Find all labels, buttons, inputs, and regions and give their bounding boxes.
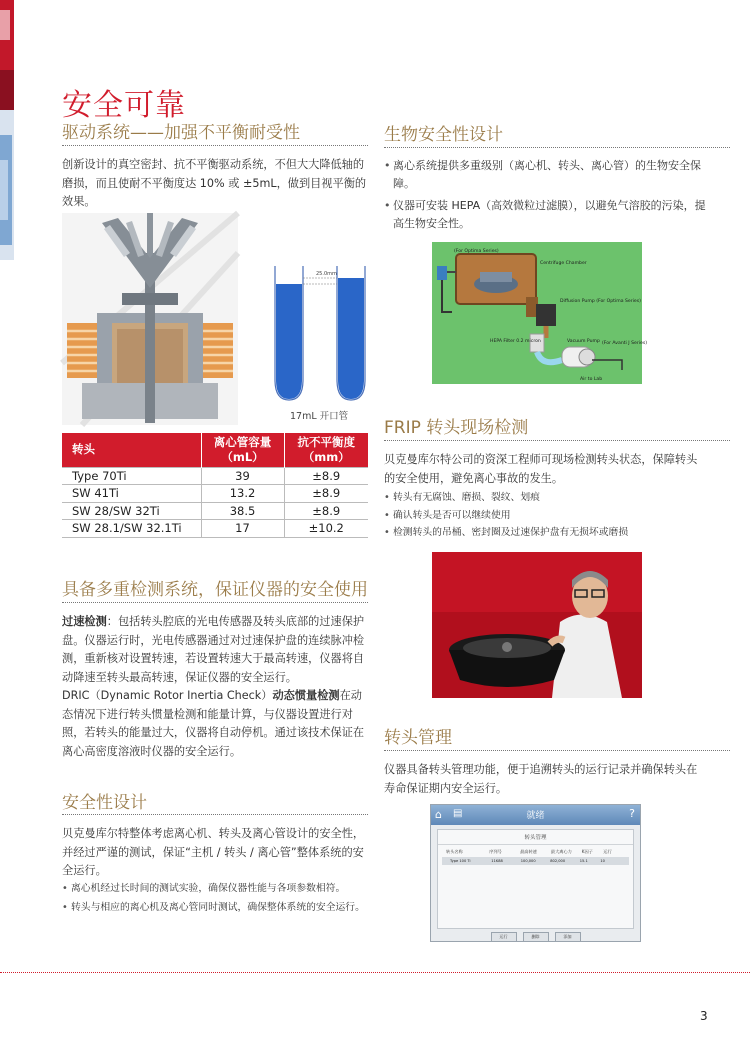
rotor-mgmt-screen	[430, 804, 641, 942]
rotor-mgmt-heading: 转头管理	[384, 728, 452, 748]
engineer-inspection-photo	[432, 552, 642, 698]
dric-lead: DRIC（Dynamic Rotor Inertia Check）	[62, 689, 273, 702]
bio-safety-divider	[384, 147, 730, 148]
run-button[interactable]: 运行	[491, 932, 517, 942]
screen-status-title: 就绪	[526, 811, 545, 821]
diagram-label-vacuum: Vacuum Pump	[567, 339, 600, 344]
bio-safety-heading: 生物安全性设计	[384, 125, 503, 145]
page-number: 3	[700, 1009, 708, 1023]
menu-icon: ▤	[453, 808, 463, 819]
centrifuge-tubes-diagram	[268, 262, 364, 404]
add-button[interactable]: 添加	[555, 932, 581, 942]
screen-cell: 15.1	[579, 859, 588, 863]
imbalance-cell: ±8.9	[284, 467, 368, 485]
screen-col-header: 运行	[603, 849, 612, 854]
tube-capacity-cell: 38.5	[201, 502, 284, 520]
left-decorative-strip	[0, 0, 14, 260]
tube-capacity-cell: 17	[201, 520, 284, 538]
table-row[interactable]	[442, 857, 629, 865]
screen-cell: 100,000	[520, 859, 536, 863]
rotor-mgmt-text: 仪器具备转头管理功能，便于追溯转头的运行记录并确保转头在寿命保证期内安全运行。	[384, 763, 698, 795]
safety-design-divider	[62, 814, 368, 815]
drive-divider	[62, 145, 368, 146]
tube-capacity-cell: 39	[201, 467, 284, 485]
frip-divider	[384, 440, 730, 441]
rotor-name-cell: Type 70Ti	[62, 467, 201, 485]
screen-cell: 10	[600, 859, 605, 863]
screen-table-header	[438, 845, 633, 857]
screen-panel-title: 转头管理	[438, 830, 633, 845]
table-row	[62, 485, 368, 503]
screen-col-header: 最高转速	[520, 849, 537, 854]
screen-col-header: 转头名称	[446, 849, 463, 854]
frip-bullets	[384, 489, 714, 542]
detection-heading: 具备多重检测系统，保证仪器的安全使用	[62, 580, 368, 600]
list-item: • 仪器可安装 HEPA（高效微粒过滤膜），以避免气溶胶的污染，提高生物安全性。	[384, 197, 714, 233]
rotor-name-cell: SW 28/SW 32Ti	[62, 502, 201, 520]
imbalance-cell: ±8.9	[284, 485, 368, 503]
rotor-mgmt-divider	[384, 750, 730, 751]
tube-capacity-cell: 13.2	[201, 485, 284, 503]
imbalance-cell: ±8.9	[284, 502, 368, 520]
dric-term: 动态惯量检测	[272, 689, 340, 702]
screen-panel	[437, 829, 634, 929]
detection-divider	[62, 602, 368, 603]
screen-col-header: 序列号	[489, 849, 502, 854]
rotor-name-cell: SW 41Ti	[62, 485, 201, 503]
screen-col-header: 最大离心力	[550, 849, 572, 854]
delete-button[interactable]: 删除	[523, 932, 549, 942]
diagram-label-air: Air to Lab	[580, 377, 603, 382]
tube-gap-label: 25.0mm	[316, 271, 337, 277]
drive-heading: 驱动系统——加强不平衡耐受性	[62, 123, 300, 143]
screen-top-bar	[431, 805, 640, 825]
dric-text: 在动态情况下进行转头惯量检测和能量计算，与仪器设置进行对照，若转头的能量过大，仪器将自动停机。通过该技术保证在离心高密度溶液时仪器的安全运行。	[62, 689, 365, 758]
screen-button-bar	[431, 932, 640, 942]
safety-design-text: 贝克曼库尔特整体考虑离心机、转头及离心管设计的安全性，并经过严谨的测试，保证“主机 / 转头 / 离心管”整体系统的安全运行。	[62, 827, 365, 877]
diagram-label-hepa: HEPA Filter 0.2 micron	[490, 339, 541, 344]
list-item: • 离心系统提供多重级别（离心机、转头、离心管）的生物安全保障。	[384, 157, 714, 193]
list-item: • 离心机经过长时间的测试实验，确保仪器性能与各项参数相符。	[62, 880, 372, 899]
table-row	[62, 502, 368, 520]
screen-cell: 802,000	[550, 859, 566, 863]
diagram-label-diffusion: Diffusion Pump (For Optima Series)	[560, 299, 641, 304]
table-row	[62, 520, 368, 538]
safety-design-bullets	[62, 880, 372, 917]
table-row	[62, 467, 368, 485]
footer-divider	[0, 972, 750, 973]
imbalance-cell: ±10.2	[284, 520, 368, 538]
diagram-label-chamber: Centrifuge Chamber	[540, 261, 587, 266]
diagram-label-avanti: (For Avanti J Series)	[602, 341, 648, 346]
list-item: • 确认转头是否可以继续使用	[384, 507, 714, 525]
rotor-table-header: 抗不平衡度 （mm）	[284, 433, 368, 467]
drive-text: 创新设计的真空密封、抗不平衡驱动系统，不但大大降低轴的磨损，而且使耐不平衡度达 10% 或 ±5mL，做到目视平衡的效果。	[62, 158, 367, 208]
rotor-table-header: 转头	[62, 433, 201, 467]
rotor-table	[62, 433, 368, 538]
rotor-table-header: 离心管容量 （mL）	[201, 433, 284, 467]
dric-paragraph	[62, 687, 368, 761]
hepa-system-diagram	[432, 242, 648, 384]
drive-system-illustration	[62, 213, 238, 425]
diagram-label-optima: (For Optima Series)	[454, 249, 499, 254]
list-item: • 转头有无腐蚀、磨损、裂纹、划痕	[384, 489, 714, 507]
help-icon: ?	[629, 807, 635, 820]
rotor-name-cell: SW 28.1/SW 32.1Ti	[62, 520, 201, 538]
list-item: • 检测转头的吊桶、密封圈及过速保护盘有无损坏或磨损	[384, 524, 714, 542]
list-item: • 转头与相应的离心机及离心管同时测试，确保整体系统的安全运行。	[62, 899, 372, 918]
screen-cell: Type 100 Ti	[450, 859, 471, 863]
overspeed-text: ：包括转头腔底的光电传感器及转头底部的过速保护盘。仪器运行时，光电传感器通过对过速保护盘的连续脉冲检测，重新核对设置转速，若设置转速大于最高转速，仪器将自动降速至转头最高转速，保证仪器的安全运行。	[62, 615, 365, 684]
safety-design-heading: 安全性设计	[62, 793, 147, 813]
home-icon: ⌂	[435, 808, 442, 821]
tube-caption: 17mL 开口管	[290, 411, 349, 422]
screen-cell: 11K88	[491, 859, 503, 863]
overspeed-paragraph	[62, 613, 368, 687]
page-title: 安全可靠	[62, 88, 186, 123]
frip-heading: FRIP 转头现场检测	[384, 418, 529, 438]
frip-text: 贝克曼库尔特公司的资深工程师可现场检测转头状态，保障转头的安全使用，避免离心事故的发生。	[384, 453, 698, 485]
bio-safety-bullets	[384, 157, 714, 233]
overspeed-term: 过速检测	[62, 615, 107, 628]
screen-col-header: K因子	[581, 849, 593, 854]
